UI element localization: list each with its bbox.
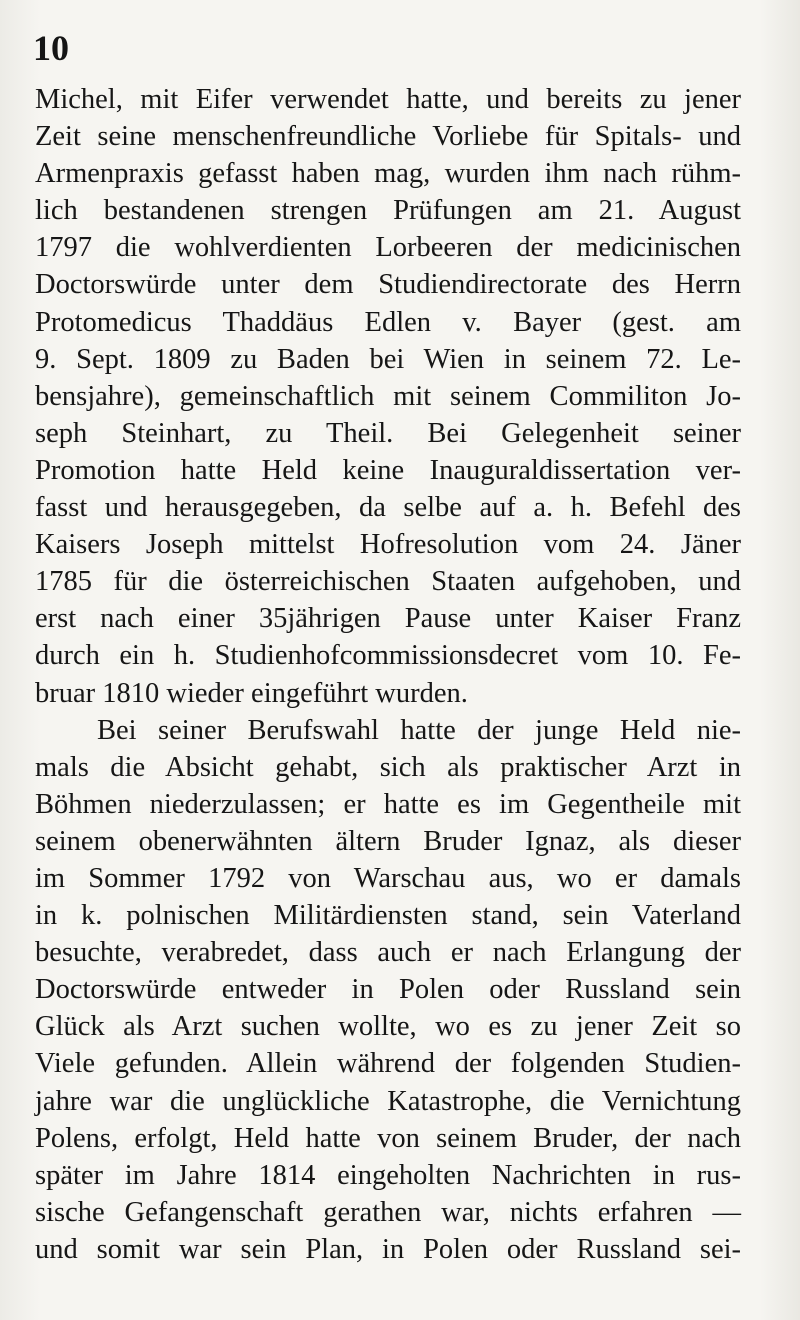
text-line: im Sommer 1792 von Warschau aus, wo er damals — [35, 862, 741, 894]
body-text — [35, 81, 741, 1268]
text-line: Promotion hatte Held keine Inauguraldissertation ver- — [35, 454, 741, 486]
text-line: besuchte, verabredet, dass auch er nach Erlangung der — [35, 937, 741, 969]
text-line: Polens, erfolgt, Held hatte von seinem Bruder, der nach — [35, 1122, 741, 1154]
text-line: erst nach einer 35jährigen Pause unter Kaiser Franz — [35, 603, 741, 635]
text-line: mals die Absicht gehabt, sich als praktischer Arzt in — [35, 751, 741, 783]
text-line: lich bestandenen strengen Prüfungen am 21. August — [35, 195, 741, 227]
text-line: Zeit seine menschenfreundliche Vorliebe für Spitals- und — [35, 121, 741, 153]
text-line: 1785 für die österreichischen Staaten aufgehoben, und — [35, 566, 741, 598]
text-line: und somit war sein Plan, in Polen oder Russland sei- — [35, 1233, 741, 1265]
text-line: jahre war die unglückliche Katastrophe, die Vernichtung — [35, 1085, 741, 1117]
text-line: bensjahre), gemeinschaftlich mit seinem Commiliton Jo- — [35, 380, 741, 412]
paragraph-start-line: Bei seiner Berufswahl hatte der junge Held nie- — [97, 714, 741, 746]
text-line: Armenpraxis gefasst haben mag, wurden ihm nach rühm- — [35, 158, 741, 190]
text-line: seinem obenerwähnten ältern Bruder Ignaz, als dieser — [35, 825, 741, 857]
paragraph-end-line: bruar 1810 wieder eingeführt wurden. — [35, 677, 468, 709]
text-line: Doctorswürde entweder in Polen oder Russland sein — [35, 974, 741, 1006]
text-line: 1797 die wohlverdienten Lorbeeren der medicinischen — [35, 232, 741, 264]
text-line: Protomedicus Thaddäus Edlen v. Bayer (gest. am — [35, 306, 741, 338]
text-line: später im Jahre 1814 eingeholten Nachrichten in rus- — [35, 1159, 741, 1191]
text-line: Michel, mit Eifer verwendet hatte, und bereits zu jener — [35, 84, 741, 115]
text-line: Viele gefunden. Allein während der folgenden Studien- — [35, 1048, 741, 1080]
text-line: Glück als Arzt suchen wollte, wo es zu jener Zeit so — [35, 1011, 741, 1043]
text-line: in k. polnischen Militärdiensten stand, sein Vaterland — [35, 900, 741, 932]
text-line: Kaisers Joseph mittelst Hofresolution vom 24. Jäner — [35, 529, 741, 561]
text-line: 9. Sept. 1809 zu Baden bei Wien in seinem 72. Le- — [35, 343, 741, 375]
text-line: Böhmen niederzulassen; er hatte es im Gegentheile mit — [35, 788, 741, 820]
text-line: Doctorswürde unter dem Studiendirectorate des Herrn — [35, 269, 741, 301]
text-line: durch ein h. Studienhofcommissionsdecret vom 10. Fe- — [35, 640, 741, 672]
text-line: seph Steinhart, zu Theil. Bei Gelegenheit seiner — [35, 417, 741, 449]
text-line: sische Gefangenschaft gerathen war, nichts erfahren — — [35, 1196, 741, 1228]
text-line: fasst und herausgegeben, da selbe auf a. h. Befehl des — [35, 492, 741, 524]
page-number: 10 — [33, 28, 69, 68]
